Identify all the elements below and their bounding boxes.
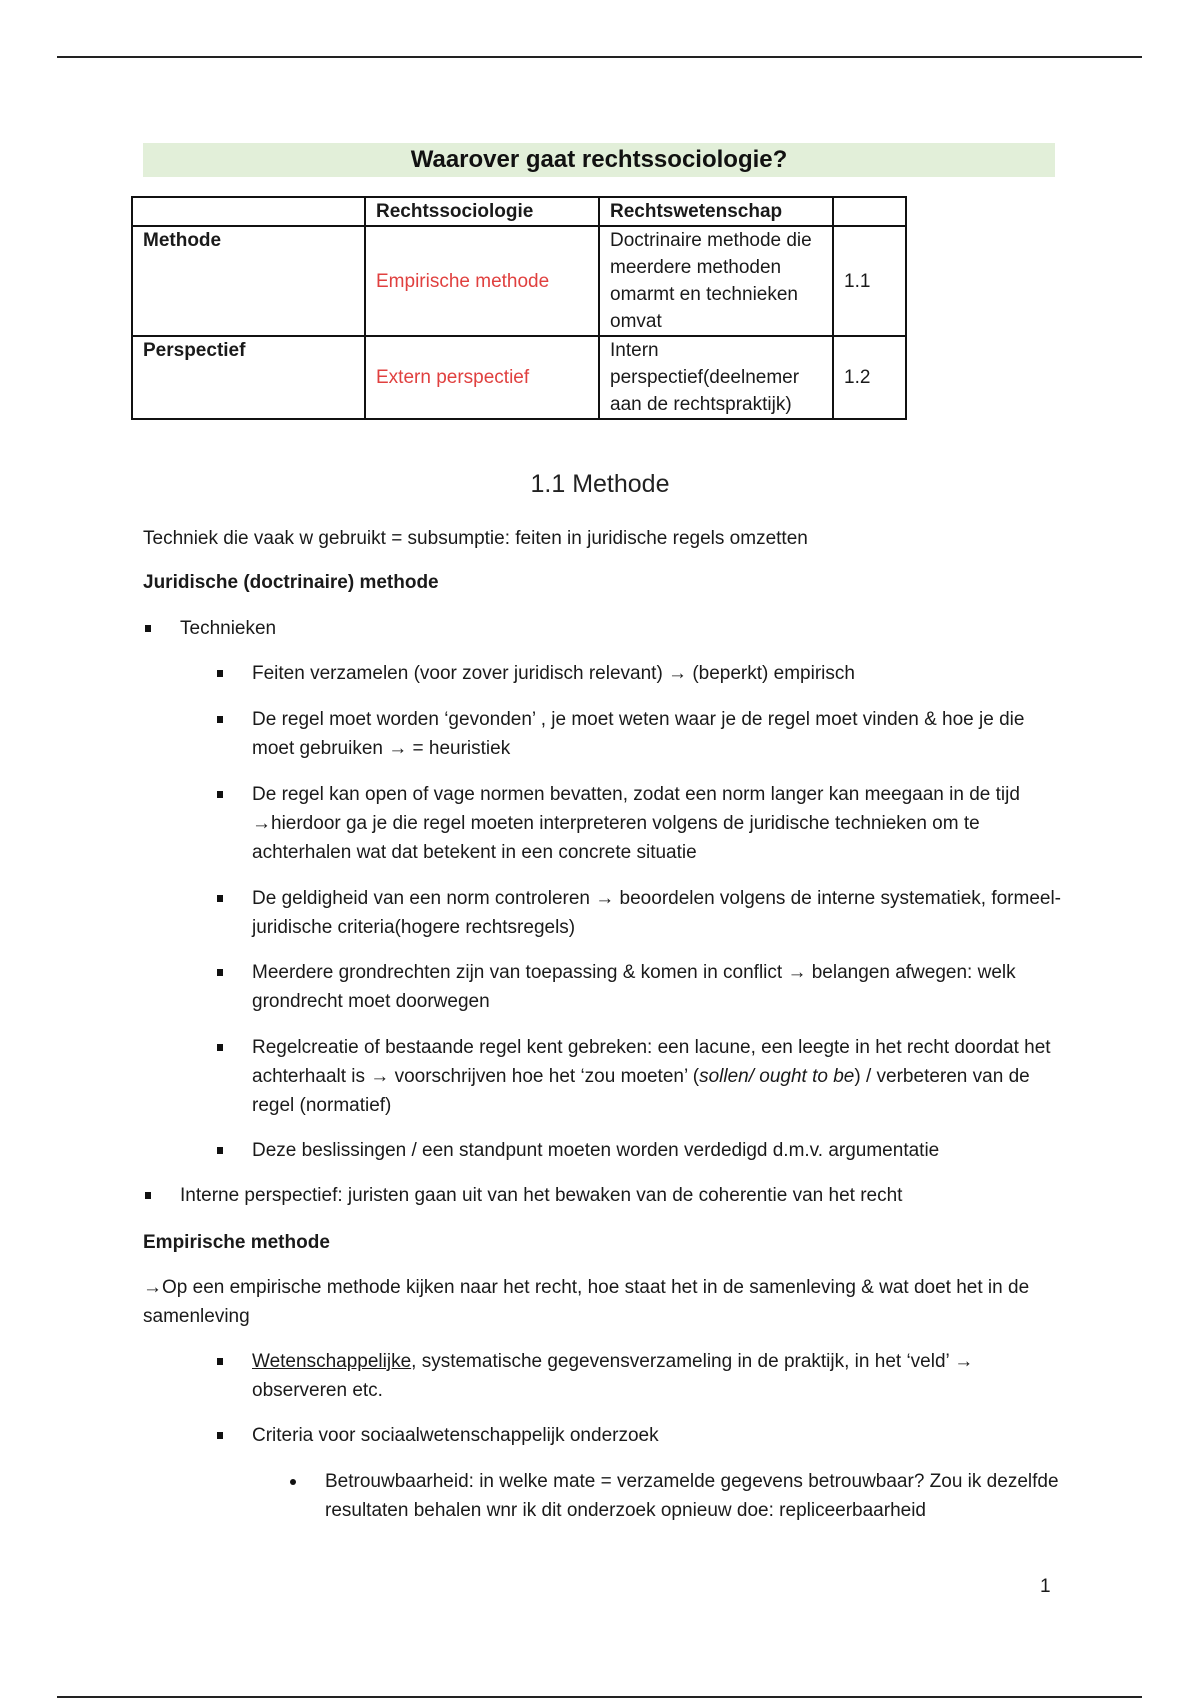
rechtswetenschap-cell: Intern perspectief(deelnemer aan de rechtspraktijk) [599,336,833,419]
empirische-intro: →Op een empirische methode kijken naar het recht, hoe staat het in de samenleving & wat doet het in de samenleving [143,1277,1030,1327]
table-header-cell [132,197,365,226]
italic-term: sollen/ ought to be [699,1066,855,1087]
footer-rule [57,1696,1142,1698]
page-number: 1 [1040,1576,1051,1597]
bullet-icon [217,1147,223,1154]
table-header-cell [833,197,906,226]
bullet-icon [217,1358,223,1365]
bullet-icon [217,716,223,723]
list-item-text: Criteria voor sociaalwetenschappelijk onderzoek [252,1425,659,1446]
bullet-icon [145,1192,151,1199]
bullet-icon [217,895,223,902]
rechtswetenschap-cell: Doctrinaire methode die meerdere methoden omarmt en technieken omvat [599,226,833,336]
subheading-empirische-methode: Empirische methode [143,1232,330,1253]
table-row [132,336,906,419]
section-ref-cell: 1.2 [833,336,906,419]
list-item-text: De regel kan open of vage normen bevatten, zodat een norm langer kan meegaan in de tijd →hierdoor ga je die regel moeten interpreteren volgens de juridische technieken om te achterhalen wat dat betekent in een concrete situatie [252,784,1020,863]
bullet-icon [145,625,151,632]
page-title: Waarover gaat rechtssociologie? [143,143,1055,177]
underlined-term: Wetenschappelijke [252,1351,412,1372]
list-item-text: Feiten verzamelen (voor zover juridisch relevant) → (beperkt) empirisch [252,663,855,684]
rechtssociologie-cell: Empirische methode [365,226,599,336]
text-run: ) / verbeteren van de regel (normatief) [252,1066,1030,1116]
list-item-text: Technieken [180,618,277,639]
table-header-cell: Rechtssociologie [365,197,599,226]
table-header-cell: Rechtswetenschap [599,197,833,226]
bullet-icon [217,1432,223,1439]
bullet-icon [290,1479,296,1485]
table-row [132,226,906,336]
text-run: Regelcreatie of bestaande regel kent gebreken: een lacune, een leegte in het recht doordat het achterhaalt is → voorschrijven hoe het ‘zou moeten’ ( [252,1037,1051,1087]
list-item-text: Betrouwbaarheid: in welke mate = verzamelde gegevens betrouwbaar? Zou ik dezelfde resultaten behalen wnr ik dit onderzoek opnieuw doe: repliceerbaarheid [325,1471,1059,1521]
list-item-text [252,1347,1062,1405]
section-ref-cell: 1.1 [833,226,906,336]
bullet-icon [217,670,223,677]
list-item-text: De regel moet worden ‘gevonden’ , je moet weten waar je de regel moet vinden & hoe je die moet gebruiken → = heuristiek [252,709,1025,759]
bullet-icon [217,1044,223,1051]
row-label: Perspectief [132,336,365,419]
list-item-text: De geldigheid van een norm controleren → beoordelen volgens de interne systematiek, formeel-juridische criteria(hogere rechtsregels) [252,888,1062,938]
table-header-row [132,197,906,226]
bullet-icon [217,791,223,798]
list-item-text: Interne perspectief: juristen gaan uit van het bewaken van de coherentie van het recht [180,1185,903,1206]
overview-table [131,196,907,420]
section-heading: 1.1 Methode [530,470,670,498]
intro-paragraph: Techniek die vaak w gebruikt = subsumptie: feiten in juridische regels omzetten [143,528,808,549]
header-rule [57,56,1142,58]
subheading-juridische-methode: Juridische (doctrinaire) methode [143,572,439,593]
list-item-text [252,1033,1062,1120]
bullet-icon [217,969,223,976]
list-item-text: Meerdere grondrechten zijn van toepassing & komen in conflict → belangen afwegen: welk grondrecht moet doorwegen [252,962,1016,1012]
row-label: Methode [132,226,365,336]
list-item-text: Deze beslissingen / een standpunt moeten worden verdedigd d.m.v. argumentatie [252,1140,940,1161]
text-run: , systematische gegevensverzameling in de praktijk, in het ‘veld’ → observeren etc. [252,1351,974,1401]
rechtssociologie-cell: Extern perspectief [365,336,599,419]
